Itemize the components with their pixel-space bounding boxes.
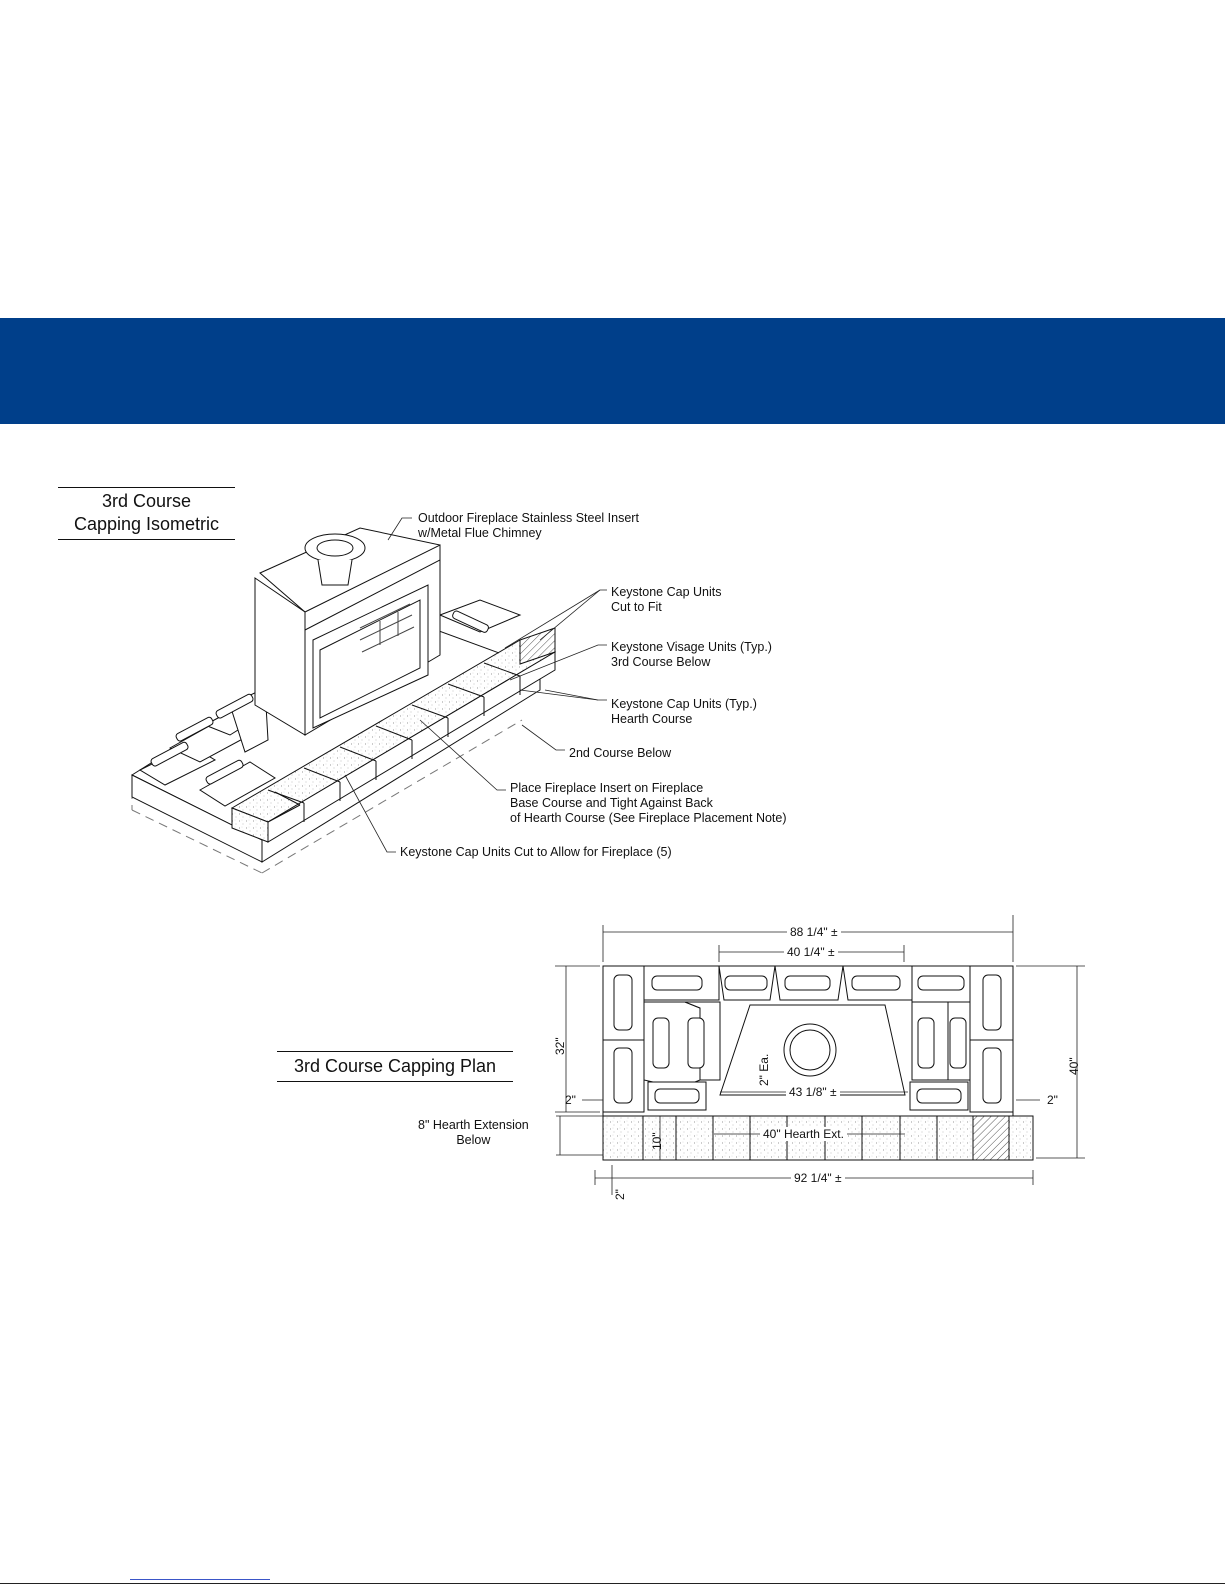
- dim-each: 2" Ea.: [757, 1053, 771, 1086]
- plan-top-caps: [644, 966, 970, 1002]
- dim-left-offset: 2": [565, 1093, 576, 1107]
- callout-second-course: 2nd Course Below: [569, 746, 672, 760]
- footer-link[interactable]: [130, 1579, 270, 1580]
- dim-bottom-offset: 2": [613, 1189, 627, 1200]
- dim-firebox: 43 1/8" ±: [786, 1085, 840, 1099]
- dim-overall-top: 88 1/4" ±: [787, 925, 841, 939]
- callout-cap-units-cut: Keystone Cap Units Cut to Allow for Fireplace (5): [400, 845, 672, 859]
- callout-cap-units-cut-to-fit: Keystone Cap Units Cut to Fit: [611, 585, 722, 614]
- dim-right-height: 40": [1067, 1057, 1081, 1075]
- dim-overall-bottom: 92 1/4" ±: [791, 1171, 845, 1185]
- isometric-title-line2: Capping Isometric: [73, 514, 220, 534]
- plan-firebox: [720, 1005, 905, 1095]
- callout-fireplace-insert: Outdoor Fireplace Stainless Steel Insert w/Metal Flue Chimney: [418, 511, 639, 540]
- plan-title: 3rd Course Capping Plan: [277, 1051, 513, 1082]
- callout-place-insert: Place Fireplace Insert on Fireplace Base Course and Tight Against Back of Hearth Course (See Fireplace Placement Note): [510, 781, 787, 825]
- dim-right-offset: 2": [1047, 1093, 1058, 1107]
- callout-cap-units-hearth: Keystone Cap Units (Typ.) Hearth Course: [611, 697, 757, 726]
- callout-visage-units: Keystone Visage Units (Typ.) 3rd Course Below: [611, 640, 772, 669]
- right-wing-blocks: [440, 600, 520, 633]
- footer-rule: [0, 1583, 1225, 1584]
- dim-ten: 10": [650, 1132, 664, 1150]
- dim-inner-top: 40 1/4" ±: [784, 945, 838, 959]
- dim-hearth-extension: 40" Hearth Ext.: [760, 1127, 847, 1141]
- dim-left-height: 32": [553, 1037, 567, 1055]
- hearth-extension-note: 8" Hearth Extension Below: [418, 1118, 529, 1147]
- isometric-title-line1: 3rd Course: [101, 491, 192, 511]
